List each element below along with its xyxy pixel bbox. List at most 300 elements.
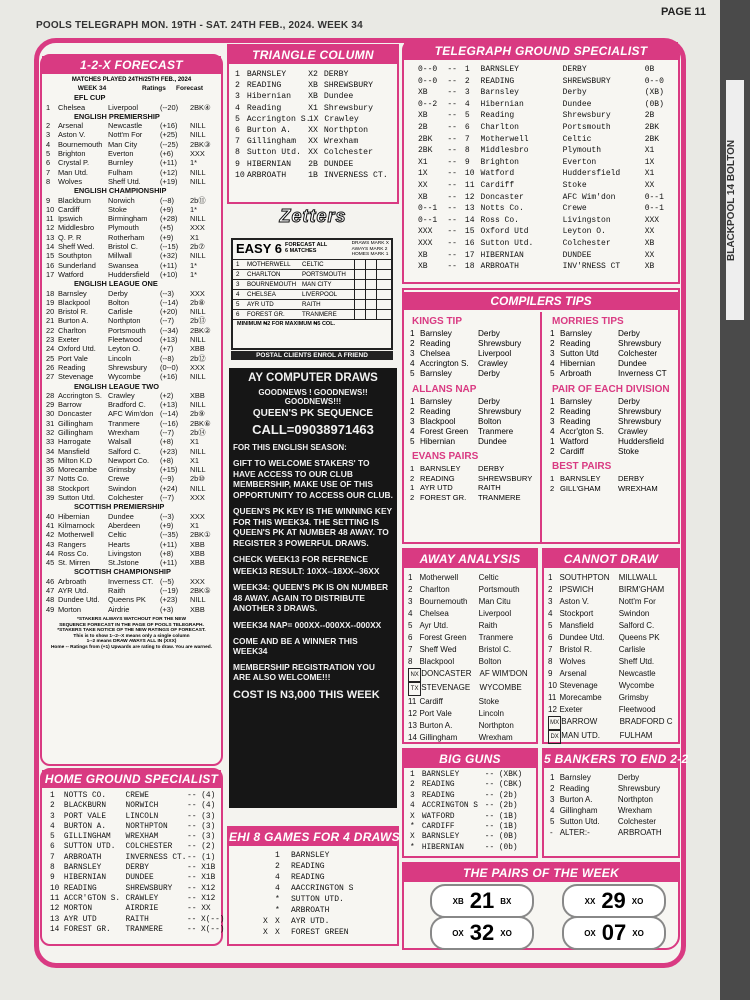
onex-row [46, 130, 221, 139]
morries-tip-row-cell: 3 [550, 349, 555, 358]
onex-row-cell: (+13) [160, 400, 178, 410]
hgs-row-cell: SUTTON UTD. [63, 843, 116, 852]
hgs-row-cell: LINCOLN [125, 812, 159, 821]
onex-row-cell: Bradford C. [108, 400, 146, 410]
tgs-row [418, 145, 674, 157]
hgs-row-cell: 10 [50, 884, 60, 893]
easy6-mark-box[interactable] [354, 280, 365, 289]
allans-tip-row-cell: Dundee [478, 437, 507, 446]
away-row-cell: Chelsea [419, 609, 449, 618]
bigguns-row [410, 812, 534, 822]
cannot-row [548, 632, 676, 644]
hgs-title: HOME GROUND SPECIALIST [42, 770, 221, 788]
evans-pairs-title: EVANS PAIRS [412, 451, 479, 462]
cannot-row-cell: Fleetwood [618, 705, 656, 714]
tgs-row-cell: 12 [464, 192, 475, 202]
onex-row-cell: Stevenage [58, 372, 94, 382]
hgs-row-cell: NORTHPTON [125, 822, 168, 831]
away-row [408, 656, 534, 668]
onex-row [46, 251, 221, 260]
onex-row-cell: Arbroath [58, 576, 87, 586]
away-row-cell: Charlton [419, 585, 450, 594]
onex-row-cell: (--7) [160, 427, 174, 437]
hgs-row [50, 853, 217, 863]
header-dateline: POOLS TELEGRAPH MON. 19TH - SAT. 24TH FEB., 2024. WEEK 34 [36, 20, 363, 31]
tgs-row-cell: 1X [418, 169, 428, 179]
kings-tip-row-cell: Shrewsbury [478, 339, 522, 348]
onex-row-cell: Cardiff [58, 204, 80, 214]
kings-tip-row-cell: Liverpool [478, 349, 512, 358]
cannot-row-cell: Dundee Utd. [559, 633, 605, 642]
bigguns-row-cell: BARNSLEY [421, 771, 460, 779]
away-row [408, 708, 534, 720]
onex-row [46, 261, 221, 270]
pair-tip-row [550, 417, 680, 427]
onex-row-cell: Brighton [58, 149, 86, 159]
allans-tip-row [410, 427, 540, 437]
easy6-row [233, 310, 391, 320]
onex-row [46, 289, 221, 298]
onex-row-cell: XXX [190, 493, 205, 503]
onex-row-cell: Fleetwood [108, 335, 143, 345]
away-row-cell: Celtic [478, 573, 499, 582]
onex-row-cell: (+9) [160, 232, 174, 242]
tgs-row-cell: X1 [418, 157, 428, 167]
onex-row [46, 158, 221, 167]
morries-tip-row [550, 329, 680, 339]
cannot-row-cell: Arsenal [559, 669, 587, 678]
onex-row [46, 605, 221, 614]
onex-row-cell: Morecambe [58, 465, 98, 475]
easy6-mark-box[interactable] [354, 300, 365, 309]
morries-tip-row-cell: Sutton Utd [560, 349, 599, 358]
allans-tip-row-cell: 4 [410, 427, 415, 436]
onex-row-cell: (+8) [160, 455, 174, 465]
triangle-row-cell: 1X [308, 114, 319, 124]
easy6-mark-box[interactable] [376, 310, 387, 319]
triangle-row [235, 69, 393, 80]
onex-row-cell: NILL [190, 214, 206, 224]
onex-row-cell: 2b⑪ [190, 195, 206, 205]
onex-row-cell: Dundee [108, 511, 134, 521]
cannot-row-cell: 8 [548, 657, 553, 666]
bankers-row-cell: Gillingham [559, 806, 598, 815]
bankers-row-cell: 4 [550, 806, 555, 815]
away-row-cell: Gillingham [419, 733, 458, 742]
pair4-number: 07 [601, 920, 627, 945]
allans-tip-row-cell: 2 [410, 407, 415, 416]
bankers-row [550, 772, 676, 783]
onex-row-cell: 2BK④ [190, 102, 211, 112]
onex-row-cell: Sunderland [58, 260, 96, 270]
onex-row [46, 595, 221, 604]
easy6-mark-box[interactable] [376, 290, 387, 299]
tgs-row [418, 134, 674, 146]
cannot-row-cell: SOUTHPTON [559, 573, 610, 582]
hgs-row-cell: 4 [50, 822, 55, 831]
tgs-row-cell: -- [447, 65, 457, 74]
cannot-row [548, 608, 676, 620]
tgs-row-cell: -- [447, 204, 457, 214]
cannot-row [548, 656, 676, 668]
allans-tip-row-cell: Tranmere [478, 427, 514, 436]
hgs-row-cell: GILLINGHAM [63, 833, 111, 842]
onex-row [46, 391, 221, 400]
onex-week: WEEK 34 [77, 85, 107, 92]
tgs-row-cell: Livingston [562, 215, 611, 225]
hgs-row-cell: PORT VALE [63, 812, 107, 821]
ehi-row [263, 883, 393, 894]
bankers-title: 5 BANKERS TO END 2-2 [544, 752, 689, 766]
onex-row-cell: (--34) [160, 325, 179, 335]
tgs-row-cell: -- [447, 215, 457, 225]
pair-tip-row-cell: Derby [618, 397, 640, 406]
ehi-row-cell: AACCRINGTON S [291, 884, 354, 893]
five-bankers-box [542, 748, 689, 858]
onex-row-cell: NILL [190, 167, 206, 177]
onex-row-cell: Bournemouth [58, 139, 103, 149]
onex-row-cell: NILL [190, 483, 206, 493]
tgs-row-cell: -- [447, 111, 457, 121]
hgs-row-cell: BLACKBURN [63, 802, 107, 811]
away-row [408, 632, 534, 644]
hgs-row [50, 812, 217, 822]
onex-row-cell: Salford C. [108, 446, 141, 456]
onex-row-cell: Wolves [58, 176, 83, 186]
cannot-row-cell: 11 [548, 693, 557, 702]
onex-row [46, 456, 221, 465]
tgs-row-cell: Watford [480, 169, 515, 179]
onex-row-cell: Rangers [58, 539, 86, 549]
onex-row-cell: (--35) [160, 530, 179, 540]
onex-row-cell: 4 [46, 139, 51, 149]
cannot-row-cell: 5 [548, 621, 553, 630]
kings-tip-row-cell: Derby [478, 329, 500, 338]
cannot-row-cell: 6 [548, 633, 553, 642]
easy6-mark-box[interactable] [365, 270, 376, 279]
easy6-sub1: FORECAST ALL [285, 242, 328, 248]
tgs-row [418, 226, 674, 238]
onex-row-cell: Barrow [58, 400, 82, 410]
triangle-row-cell: Accrington S. [246, 114, 311, 124]
pair3-left: OX [452, 928, 464, 938]
bankers-row-cell: Shrewsbury [617, 784, 661, 793]
tgs-row [418, 192, 674, 204]
bankers-row-cell: 3 [550, 795, 555, 804]
onex-row-cell: Motherwell [58, 530, 94, 540]
tgs-row-cell: DUNDEE [562, 250, 592, 260]
onex-row-cell: X1 [190, 520, 200, 530]
easy6-row [233, 300, 391, 310]
bigguns-row-cell: * [410, 823, 415, 832]
ehi-title: EHI 8 GAMES FOR 4 DRAWS [229, 830, 400, 844]
onex-row [46, 512, 221, 521]
pair-tip-row-cell: Accr'gton S. [560, 427, 604, 436]
onex-row-cell: Shrewsbury [108, 362, 148, 372]
easy6-mark-box[interactable] [365, 300, 376, 309]
evans-tip-row [410, 483, 540, 493]
tgs-row-cell: Doncaster [480, 192, 524, 202]
easy6-cell: MOTHERWELL [247, 260, 291, 268]
hgs-row-cell: 9 [50, 874, 55, 883]
easy6-legend-item: AWAYS MARK 2 [351, 246, 388, 252]
triangle-row-cell: Hibernian [246, 92, 292, 102]
hgs-row-cell: -- (4) [187, 802, 216, 811]
easy6-mark-box[interactable] [365, 280, 376, 289]
bigguns-row-cell: BARNSLEY [421, 833, 460, 842]
allans-nap-title: ALLANS NAP [412, 384, 477, 395]
advert-line12: MEMBERSHIP REGISTRATION YOU ARE ALSO WELCOME!!! [233, 661, 375, 682]
onex-row [46, 205, 221, 214]
tgs-row-cell: 2BK [644, 122, 660, 132]
bigguns-row-cell: -- (CBK) [484, 781, 523, 790]
triangle-column-box [227, 44, 399, 204]
triangle-row-cell: ARBROATH [246, 170, 287, 180]
easy6-mark-box[interactable] [354, 290, 365, 299]
triangle-row-cell: Dundee [323, 92, 354, 102]
tgs-row-cell: Notts Co. [480, 204, 524, 214]
best-tip-row-cell: DERBY [618, 474, 645, 483]
onex-row-cell: 10 [46, 204, 55, 214]
onex-row-cell: Accrington S. [58, 390, 102, 400]
pair-tip-row [550, 437, 680, 447]
bigguns-row-cell: CARDIFF [421, 823, 455, 832]
advert-line6: QUEEN'S PK KEY IS THE WINNING KEY FOR THIS WEEK34. THE SETTING IS QUEEN'S PK AT NUMBER 48 AWAY. TO REGISTER 3 POWERFUL DRAWS. [233, 506, 392, 548]
triangle-row-cell: Colchester [323, 148, 373, 158]
onex-row-cell: NILL [190, 307, 206, 317]
onex-matches-line: MATCHES PLAYED 24TH/25TH FEB., 2024 [71, 77, 192, 83]
tgs-row-cell: -- [447, 88, 457, 98]
advert-line7: CHECK WEEK13 FOR REFRENCE [233, 554, 368, 564]
hgs-row-cell: COLCHESTER [125, 843, 173, 852]
morries-tip-row-cell: Dundee [618, 359, 647, 368]
onex-row [46, 521, 221, 530]
cannot-row-cell: Swindon [618, 609, 650, 618]
onex-row-cell: (+3) [160, 604, 174, 614]
onex-row-cell: 7 [46, 167, 51, 177]
bigguns-row-cell: -- (0B) [484, 833, 518, 842]
onex-row-cell: 1* [190, 269, 197, 279]
best-tip-row-cell: 2 [550, 483, 555, 493]
cannot-row-cell: MILLWALL [618, 573, 658, 582]
onex-row-cell: 2BK③ [190, 139, 211, 149]
morries-tip-row [550, 349, 680, 359]
tgs-row-cell: -- [447, 227, 457, 237]
kings-tip-row [410, 369, 540, 379]
cannot-row-cell: Stevenage [559, 681, 598, 690]
evans-tip-row-cell: FOREST GR. [420, 492, 467, 502]
onex-row-cell: (+2) [160, 390, 174, 400]
onex-row [46, 484, 221, 493]
onex-row-cell: 1 [46, 102, 51, 112]
tgs-row-cell: 0--1 [418, 204, 438, 214]
morries-tip-row [550, 359, 680, 369]
easy6-mark-box[interactable] [376, 300, 387, 309]
hgs-row-cell: -- X(--) [187, 925, 225, 934]
cannot-row-cell: Newcastle [618, 669, 656, 678]
onex-row-cell: 16 [46, 260, 55, 270]
tgs-row-cell: 9 [464, 157, 470, 167]
ehi-row-cell [263, 894, 275, 905]
easy6-mark-box[interactable] [376, 280, 387, 289]
onex-row-cell: Gillingham [58, 427, 93, 437]
pair-tip-row [550, 427, 680, 437]
tgs-row-cell: Dundee [562, 99, 592, 109]
onex-row-cell: Tranmere [108, 418, 140, 428]
bigguns-row-cell: X [410, 812, 415, 821]
allans-tip-row-cell: Barnsley [420, 397, 452, 406]
cannot-row-cell: 9 [548, 669, 553, 678]
ehi-row-cell [263, 861, 275, 872]
cannot-row-cell: Carlisle [618, 645, 646, 654]
ehi-row [263, 916, 393, 927]
hgs-row-cell: 11 [50, 894, 60, 903]
onex-row-cell: Crewe [108, 474, 130, 484]
ehi-row [263, 872, 393, 883]
advert-line4: FOR THIS ENGLISH SEASON: [233, 443, 347, 452]
hgs-row-cell: -- X1B [187, 874, 216, 883]
easy6-mark-box[interactable] [365, 310, 376, 319]
best-tip-row-cell: WREXHAM [618, 483, 658, 493]
onex-section-label: ENGLISH LEAGUE TWO [74, 381, 159, 391]
triangle-row-cell: 1 [235, 70, 240, 79]
tgs-row-cell: -- [447, 262, 457, 272]
hgs-row-cell: ARBROATH [63, 853, 102, 862]
onex-row-cell: Burton A. [58, 316, 89, 326]
onex-row-cell: Exeter [58, 335, 80, 345]
pair-tip-row-cell: 2 [550, 407, 555, 416]
easy6-mark-box[interactable] [354, 270, 365, 279]
onex-row-cell: (--15) [160, 242, 179, 252]
easy6-mark-box[interactable] [376, 270, 387, 279]
hgs-row [50, 915, 225, 925]
onex-row-cell: Crystal P. [58, 158, 90, 168]
tgs-title: TELEGRAPH GROUND SPECIALIST [404, 42, 678, 60]
bigguns-row-cell: -- (1B) [484, 823, 518, 832]
bigguns-row-cell: -- (XBK) [484, 771, 523, 779]
easy6-sub2: 6 MATCHES [285, 248, 317, 254]
onex-row [46, 428, 221, 437]
bankers-row-cell: Reading [559, 784, 590, 793]
cannot-row-cell: 2 [548, 585, 553, 594]
onex-row-cell: Leyton O. [108, 344, 141, 354]
bigguns-row-cell: -- (1B) [484, 812, 518, 821]
triangle-row [235, 170, 393, 181]
easy6-mark-box[interactable] [365, 290, 376, 299]
bigguns-row [410, 791, 534, 801]
onex-row-cell: Swansea [108, 260, 139, 270]
ehi-8-games-box [227, 826, 399, 946]
onex-row-cell: Barnsley [58, 288, 87, 298]
tgs-row-cell: Portsmouth [562, 122, 611, 132]
triangle-row-cell: 2 [235, 81, 240, 91]
onex-row [46, 307, 221, 316]
onex-row-cell: (+19) [160, 176, 178, 186]
pair-oval-3 [430, 916, 534, 950]
morries-tip-row-cell: Shrewsbury [618, 339, 662, 348]
hgs-row-cell: CRAWLEY [125, 894, 159, 903]
tgs-row-cell: 1 [464, 65, 470, 74]
bankers-row [550, 805, 676, 816]
onex-row-cell: XXX [190, 362, 205, 372]
tgs-row-cell: XXX [418, 238, 433, 248]
kings-tip-row-cell: Derby [478, 369, 500, 378]
tgs-row-cell: X1 [644, 146, 655, 156]
ehi-row-cell: * [275, 906, 280, 915]
cannot-row-cell: Stockport [559, 609, 594, 618]
tgs-row-cell: -- [447, 169, 457, 179]
onex-row-cell: 1* [190, 260, 197, 270]
tgs-row-cell: -- [447, 146, 457, 156]
onex-section-label: ENGLISH LEAGUE ONE [74, 279, 158, 289]
triangle-row-cell: XX [308, 148, 318, 158]
tgs-row-cell: Charlton [480, 122, 519, 132]
easy6-mark-box[interactable] [354, 260, 365, 269]
hgs-row-cell: -- (1) [187, 853, 216, 862]
cannot-row-cell: Morecambe [559, 693, 602, 702]
onex-row-cell: (--3) [160, 511, 174, 521]
easy6-mark-box[interactable] [376, 260, 387, 269]
triangle-title: TRIANGLE COLUMN [229, 46, 397, 64]
onex-row [46, 316, 221, 325]
evans-tip-row [410, 464, 540, 474]
tgs-row-cell: -- [447, 192, 457, 202]
tgs-row-cell: 14 [464, 215, 475, 225]
tgs-row [418, 110, 674, 122]
onex-row-cell: 33 [46, 437, 55, 447]
evans-tip-row-cell: 1 [410, 483, 415, 492]
compilers-tips-box [402, 288, 680, 544]
onex-row-cell: Huddersfield [108, 269, 150, 279]
tgs-row-cell: Oxford Utd [480, 227, 529, 237]
onex-row-cell: 48 [46, 595, 55, 605]
cannot-row-cell: 3 [548, 597, 553, 606]
triangle-row-cell: DUNDEE [323, 159, 354, 169]
easy6-cell: CELTIC [302, 260, 324, 268]
pair-tip-row-cell: 1 [550, 437, 555, 446]
onex-row-cell: (+8) [160, 548, 174, 558]
onex-row-cell: 40 [46, 511, 55, 521]
tgs-row-cell: 0--0 [418, 65, 438, 74]
best-pairs-title: BEST PAIRS [552, 461, 612, 472]
tgs-row-cell: 2 [464, 76, 470, 86]
away-row-cell: Forest Green [419, 633, 467, 642]
allans-tip-row-cell: Blackpool [420, 417, 456, 426]
onex-row-cell: Dundee Utd. [58, 595, 100, 605]
onex-row [46, 223, 221, 232]
cannot-row-cell: BIRM'GHAM [618, 585, 665, 594]
triangle-row [235, 147, 393, 158]
onex-row-cell: (+32) [160, 251, 178, 261]
away-row-cell: Portsmouth [478, 585, 520, 594]
hgs-row-cell: -- XX [187, 905, 211, 914]
ay-computer-draws-advert [229, 368, 397, 808]
cannot-row-cell: 1 [548, 573, 553, 582]
onex-row-cell: St. Mirren [58, 558, 91, 568]
kings-tip-row [410, 359, 540, 369]
onex-row-cell: Colchester [108, 493, 144, 503]
away-row-cell: 2 [408, 585, 413, 594]
morries-tip-row [550, 339, 680, 349]
ehi-row-cell: 1 [275, 851, 280, 860]
ehi-row-cell [263, 883, 275, 894]
bankers-row-cell: - [550, 828, 553, 837]
ehi-row-cell: * [275, 895, 280, 904]
onex-row-cell: 3 [46, 130, 51, 140]
pair-oval-1 [430, 884, 534, 918]
easy6-mark-box[interactable] [354, 310, 365, 319]
easy6-mark-box[interactable] [365, 260, 376, 269]
